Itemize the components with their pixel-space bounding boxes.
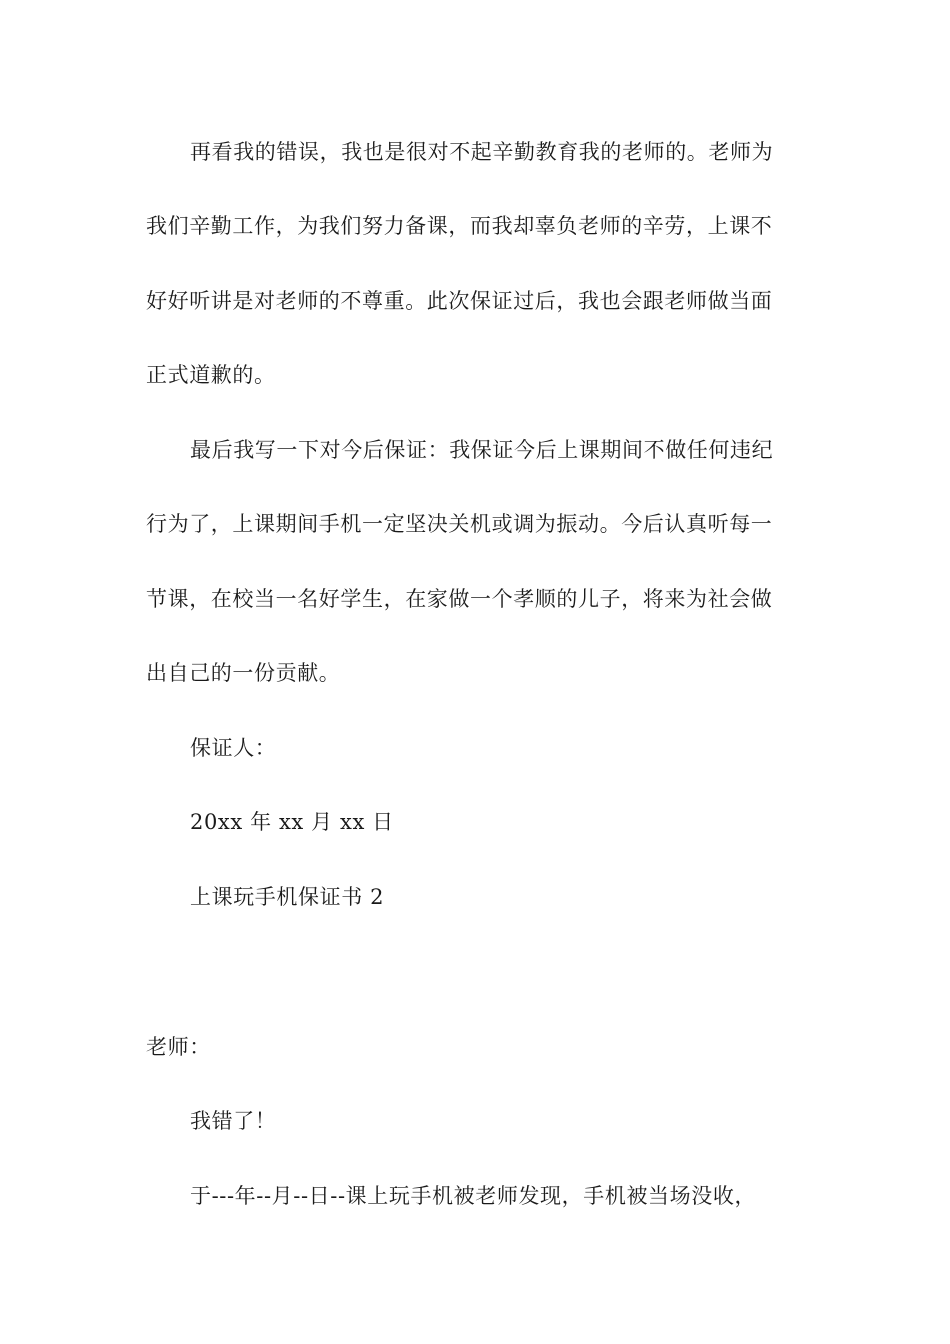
paragraph-1-line-2: 我们辛勤工作，为我们努力备课，而我却辜负老师的辛劳，上课不 bbox=[146, 214, 773, 238]
paragraph-1-line-3: 好好听讲是对老师的不尊重。此次保证过后，我也会跟老师做当面 bbox=[146, 289, 773, 313]
body-line: 于---年--月--日--课上玩手机被老师发现，手机被当场没收， bbox=[190, 1184, 757, 1208]
date-line: 20xx 年 xx 月 xx 日 bbox=[190, 810, 394, 834]
salutation: 老师： bbox=[146, 1035, 211, 1059]
paragraph-2-line-3: 节课，在校当一名好学生，在家做一个孝顺的儿子，将来为社会做 bbox=[146, 587, 773, 611]
paragraph-1-line-4: 正式道歉的。 bbox=[146, 363, 276, 387]
opening-line: 我错了！ bbox=[190, 1109, 277, 1133]
signature-label: 保证人： bbox=[190, 736, 277, 760]
paragraph-2-line-4: 出自己的一份贡献。 bbox=[146, 661, 341, 685]
section-title: 上课玩手机保证书 2 bbox=[190, 885, 385, 909]
paragraph-2-line-2: 行为了，上课期间手机一定坚决关机或调为振动。今后认真听每一 bbox=[146, 512, 773, 536]
paragraph-1-line-1: 再看我的错误，我也是很对不起辛勤教育我的老师的。老师为 bbox=[190, 140, 774, 164]
paragraph-2-line-1: 最后我写一下对今后保证：我保证今后上课期间不做任何违纪 bbox=[190, 438, 774, 462]
